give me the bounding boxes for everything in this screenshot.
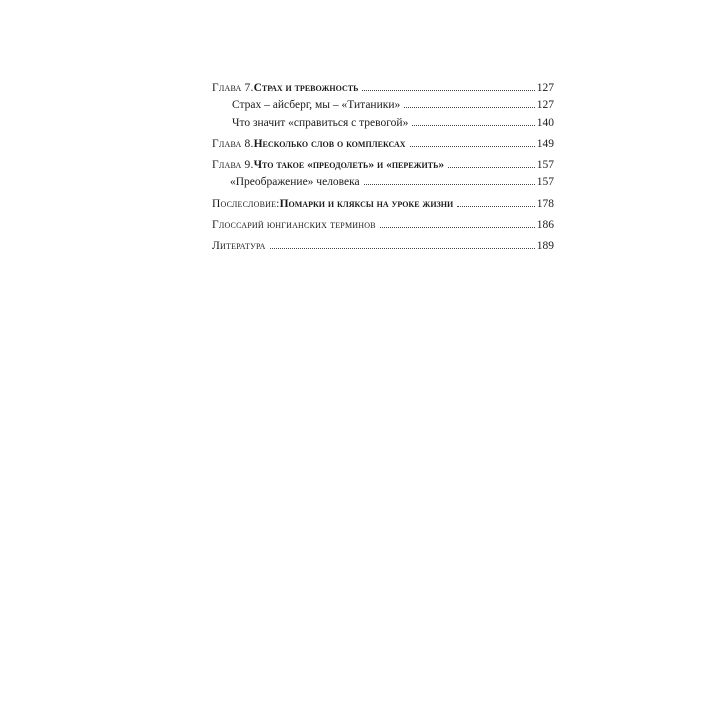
dot-leader	[412, 125, 534, 126]
toc-entry-page: 189	[536, 239, 554, 252]
dot-leader	[410, 146, 535, 147]
toc-entry-prefix: Глава 9.	[212, 159, 254, 171]
dot-leader	[448, 167, 535, 168]
toc-entry-title: Что такое «преодолеть» и «пережить»	[253, 159, 445, 171]
toc-entry-chapter-7	[212, 80, 554, 97]
toc-entry-page: 157	[536, 176, 554, 188]
toc-entry-page: 127	[536, 82, 554, 94]
toc-entry-prefix: Глава 8.	[212, 138, 254, 150]
toc-entry-page: 127	[536, 99, 554, 111]
toc-entry-title: Помарки и кляксы на уроке жизни	[279, 197, 454, 210]
table-of-contents	[212, 80, 554, 255]
toc-entry-glossary	[212, 217, 554, 234]
toc-entry-literature	[212, 238, 554, 255]
toc-entry-page: 186	[536, 218, 554, 231]
toc-entry-prefix: Литература	[212, 239, 266, 252]
dot-leader	[457, 206, 535, 207]
toc-entry-chapter-8	[212, 136, 554, 153]
dot-leader	[380, 227, 535, 228]
toc-entry-section	[212, 174, 554, 192]
toc-entry-chapter-9	[212, 157, 554, 174]
toc-entry-title: Что значит «справиться с тревогой»	[232, 116, 409, 129]
toc-entry-prefix: Послесловие:	[212, 197, 280, 210]
toc-entry-title: Страх – айсберг, мы – «Титаники»	[232, 99, 401, 111]
toc-entry-title: Несколько слов о комплексах	[253, 138, 406, 150]
dot-leader	[404, 107, 535, 108]
toc-entry-prefix: Глоссарий юнгианских терминов	[212, 218, 376, 231]
toc-entry-title: «Преображение» человека	[230, 176, 360, 188]
dot-leader	[362, 90, 534, 91]
toc-entry-afterword	[212, 196, 554, 213]
toc-entry-section	[212, 97, 554, 115]
toc-entry-page: 157	[536, 159, 554, 171]
toc-entry-title: Страх и тревожность	[253, 82, 359, 94]
dot-leader	[270, 248, 535, 249]
toc-entry-page: 140	[536, 116, 554, 129]
toc-entry-page: 178	[536, 197, 554, 210]
toc-entry-page: 149	[536, 138, 554, 150]
toc-entry-section	[212, 115, 554, 133]
toc-entry-prefix: Глава 7.	[212, 82, 254, 94]
dot-leader	[364, 184, 535, 185]
